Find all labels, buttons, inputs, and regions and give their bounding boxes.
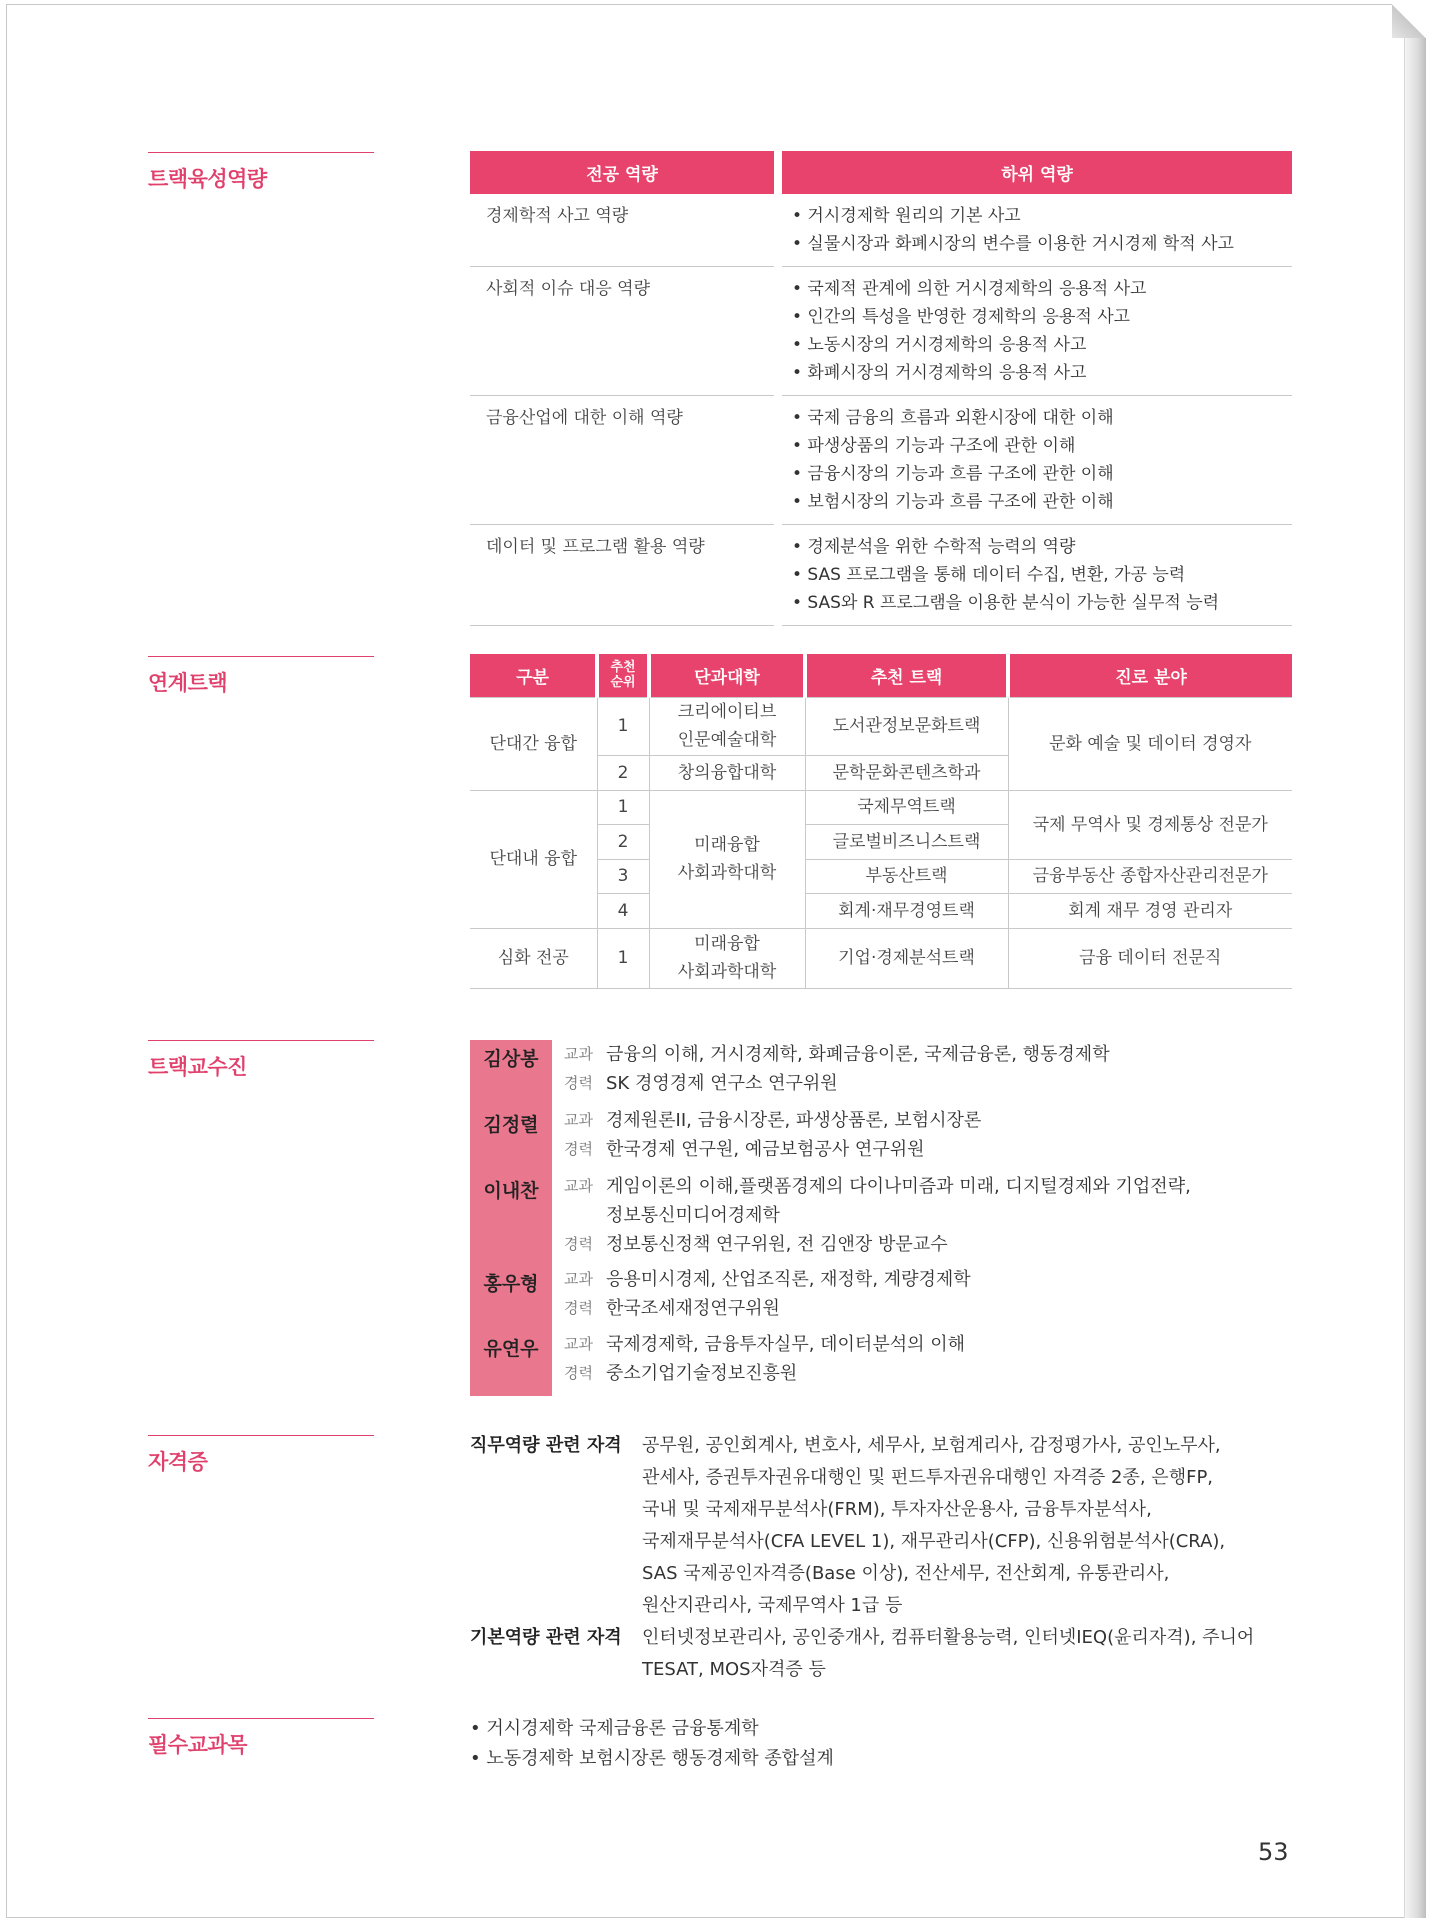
course-tag: 교과: [564, 1270, 593, 1288]
career-tag: 경력: [564, 1140, 593, 1158]
sub-competency: • 국제 금융의 흐름과 외환시장에 대한 이해: [792, 408, 1114, 428]
sub-competency: • SAS와 R 프로그램을 이용한 분식이 가능한 실무적 능력: [792, 593, 1220, 613]
faculty-name: 김상봉: [470, 1040, 552, 1106]
section-title-certificates: 자격증: [148, 1435, 374, 1476]
header-rank-line1: 추천: [610, 660, 636, 676]
course-tag: 교과: [564, 1045, 593, 1063]
header-track: 추천 트랙: [805, 654, 1008, 697]
track-cell: 회계·재무경영트랙: [805, 893, 1008, 928]
faculty-career: 중소기업기술정보진흥원: [606, 1363, 798, 1384]
header-college: 단과대학: [649, 654, 805, 697]
sub-competency: • 실물시장과 화폐시장의 변수를 이용한 거시경제 학적 사고: [792, 234, 1234, 254]
faculty-name: 유연우: [470, 1330, 552, 1396]
career-tag: 경력: [564, 1074, 593, 1092]
category-cell: 심화 전공: [470, 928, 597, 988]
table-row: [470, 194, 1292, 267]
college-cell: 창의융합대학: [649, 755, 805, 790]
track-cell: 도서관정보문화트랙: [805, 697, 1008, 755]
header-major: 전공 역량: [470, 151, 774, 194]
linked-track-table: [470, 654, 1292, 989]
track-cell: 국제무역트랙: [805, 790, 1008, 824]
page-curl-corner: [1392, 4, 1426, 38]
certificates: [470, 1430, 1310, 1686]
faculty-name: 김정렬: [470, 1106, 552, 1172]
sub-competency: • 거시경제학 원리의 기본 사고: [792, 206, 1021, 226]
career-cell: 회계 재무 경영 관리자: [1008, 893, 1292, 928]
required-line: • 거시경제학 국제금융론 금융통계학: [470, 1718, 759, 1739]
sub-competency: • 경제분석을 위한 수학적 능력의 역량: [792, 537, 1076, 557]
required-line: • 노동경제학 보험시장론 행동경제학 종합설계: [470, 1748, 834, 1769]
sub-competency: • 금융시장의 기능과 흐름 구조에 관한 이해: [792, 464, 1114, 484]
rank-cell: 4: [597, 893, 649, 928]
rank-cell: 2: [597, 824, 649, 859]
competency-table: [470, 151, 1292, 626]
rank-cell: 1: [597, 928, 649, 988]
faculty-career: 한국조세재정연구위원: [606, 1298, 780, 1319]
section-title-required: 필수교과목: [148, 1718, 374, 1759]
table-row: [470, 525, 1292, 626]
header-career: 진로 분야: [1008, 654, 1292, 697]
career-cell: 문화 예술 및 데이터 경영자: [1008, 697, 1292, 790]
header-rank-line2: 순위: [610, 675, 636, 691]
faculty-courses: 국제경제학, 금융투자실무, 데이터분석의 이해: [606, 1334, 965, 1355]
cert-line: 관세사, 증권투자권유대행인 및 펀드투자권유대행인 자격증 2종, 은행FP,: [642, 1467, 1214, 1488]
major-competency: 경제학적 사고 역량: [470, 194, 774, 267]
cert-line: 국제재무분석사(CFA LEVEL 1), 재무관리사(CFP), 신용위험분석사(CRA),: [642, 1531, 1226, 1552]
cert-line: TESAT, MOS자격증 등: [642, 1659, 826, 1680]
faculty-member: [470, 1330, 1292, 1396]
category-cell: 단대내 융합: [470, 790, 597, 928]
rank-cell: 3: [597, 859, 649, 893]
job-cert-label: 직무역량 관련 자격: [470, 1435, 622, 1456]
header-sub: 하위 역량: [782, 151, 1292, 194]
track-cell: 문학문화콘텐츠학과: [805, 755, 1008, 790]
college-cell: 미래융합 사회과학대학: [649, 790, 805, 928]
track-cell: 부동산트랙: [805, 859, 1008, 893]
cert-line: 원산지관리사, 국제무역사 1급 등: [642, 1595, 903, 1616]
basic-certificates: [470, 1622, 1310, 1686]
faculty-courses: 게임이론의 이해,플랫폼경제의 다이나미즘과 미래, 디지털경제와 기업전략,: [606, 1176, 1191, 1197]
cert-line: 인터넷정보관리사, 공인중개사, 컴퓨터활용능력, 인터넷IEQ(윤리자격), 주니어: [642, 1627, 1255, 1648]
section-title-linked-track: 연계트랙: [148, 656, 374, 697]
major-competency: 데이터 및 프로그램 활용 역량: [470, 525, 774, 626]
college-cell: 미래융합 사회과학대학: [649, 928, 805, 988]
career-cell: 국제 무역사 및 경제통상 전문가: [1008, 790, 1292, 859]
sub-competency: • 국제적 관계에 의한 거시경제학의 응용적 사고: [792, 279, 1147, 299]
rank-cell: 1: [597, 790, 649, 824]
sub-competency: • 노동시장의 거시경제학의 응용적 사고: [792, 335, 1087, 355]
faculty-member: [470, 1265, 1292, 1330]
course-tag: 교과: [564, 1111, 593, 1129]
college-cell: 크리에이티브 인문예술대학: [649, 697, 805, 755]
category-cell: 단대간 융합: [470, 697, 597, 790]
major-competency: 사회적 이슈 대응 역량: [470, 267, 774, 396]
rank-cell: 1: [597, 697, 649, 755]
career-tag: 경력: [564, 1235, 593, 1253]
faculty-member: [470, 1172, 1292, 1265]
page-number: 53: [1258, 1838, 1289, 1866]
sub-competency: • 파생상품의 기능과 구조에 관한 이해: [792, 436, 1076, 456]
table-row: [470, 396, 1292, 525]
faculty-name: 이내찬: [470, 1172, 552, 1265]
career-tag: 경력: [564, 1299, 593, 1317]
header-rank: [597, 654, 649, 697]
page-curl-edge: [1404, 4, 1426, 1918]
required-courses: [470, 1714, 834, 1774]
faculty-courses: 금융의 이해, 거시경제학, 화폐금융이론, 국제금융론, 행동경제학: [606, 1044, 1110, 1065]
major-competency: 금융산업에 대한 이해 역량: [470, 396, 774, 525]
job-certificates: [470, 1430, 1310, 1622]
faculty-courses: 경제원론II, 금융시장론, 파생상품론, 보험시장론: [606, 1110, 982, 1131]
section-title-faculty: 트랙교수진: [148, 1040, 374, 1081]
rank-cell: 2: [597, 755, 649, 790]
career-cell: 금융부동산 종합자산관리전문가: [1008, 859, 1292, 893]
sub-competency: • 화폐시장의 거시경제학의 응용적 사고: [792, 363, 1087, 383]
course-tag: 교과: [564, 1177, 593, 1195]
faculty-career: 정보통신정책 연구위원, 전 김앤장 방문교수: [606, 1234, 948, 1255]
basic-cert-label: 기본역량 관련 자격: [470, 1627, 622, 1648]
faculty-courses-cont: 정보통신미디어경제학: [606, 1205, 780, 1226]
faculty-career: 한국경제 연구원, 예금보험공사 연구위원: [606, 1139, 925, 1160]
faculty-member: [470, 1106, 1292, 1172]
sub-competency: • 보험시장의 기능과 흐름 구조에 관한 이해: [792, 492, 1114, 512]
career-tag: 경력: [564, 1364, 593, 1382]
faculty-career: SK 경영경제 연구소 연구위원: [606, 1073, 838, 1094]
faculty-courses: 응용미시경제, 산업조직론, 재정학, 계량경제학: [606, 1269, 971, 1290]
sub-competency: • 인간의 특성을 반영한 경제학의 응용적 사고: [792, 307, 1131, 327]
header-category: 구분: [470, 654, 597, 697]
faculty-member: [470, 1040, 1292, 1106]
career-cell: 금융 데이터 전문직: [1008, 928, 1292, 988]
track-cell: 글로벌비즈니스트랙: [805, 824, 1008, 859]
cert-line: 국내 및 국제재무분석사(FRM), 투자자산운용사, 금융투자분석사,: [642, 1499, 1152, 1520]
section-title-competency: 트랙육성역량: [148, 152, 374, 193]
cert-line: 공무원, 공인회계사, 변호사, 세무사, 보험계리사, 감정평가사, 공인노무사,: [642, 1435, 1221, 1456]
table-row: [470, 267, 1292, 396]
cert-line: SAS 국제공인자격증(Base 이상), 전산세무, 전산회계, 유통관리사,: [642, 1563, 1170, 1584]
course-tag: 교과: [564, 1335, 593, 1353]
faculty-name: 홍우형: [470, 1265, 552, 1330]
track-cell: 기업·경제분석트랙: [805, 928, 1008, 988]
sub-competency: • SAS 프로그램을 통해 데이터 수집, 변환, 가공 능력: [792, 565, 1186, 585]
faculty-list: [470, 1040, 1292, 1396]
